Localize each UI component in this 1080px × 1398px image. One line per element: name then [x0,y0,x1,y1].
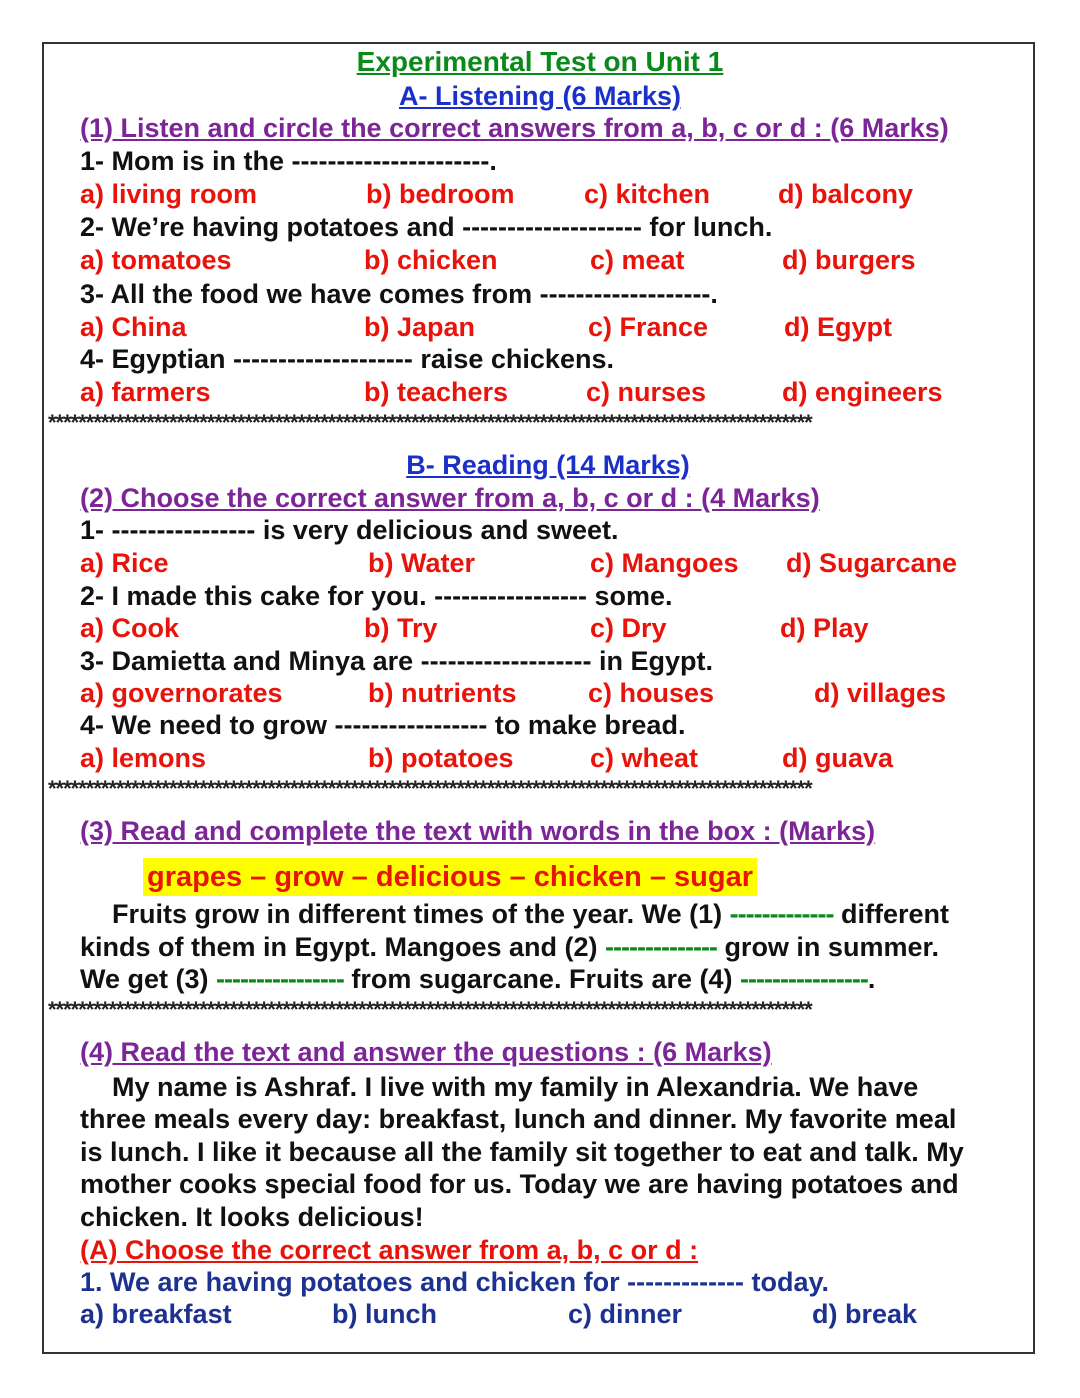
reading-q4-option-c[interactable]: c) wheat [590,743,699,773]
passage-line: chicken. It looks delicious! [80,1202,424,1232]
reading-q1-option-d[interactable]: d) Sugarcane [786,548,958,578]
passage-q1-option-c[interactable]: c) dinner [568,1299,683,1329]
listening-q4-option-c[interactable]: c) nurses [586,377,707,407]
passage-line: three meals every day: breakfast, lunch and dinner. My favorite meal [80,1104,957,1134]
blank-3[interactable]: ---------------- [216,964,344,994]
reading-q1-option-a[interactable]: a) Rice [80,548,169,578]
listening-q2-option-b[interactable]: b) chicken [364,245,498,275]
listening-q2-option-a[interactable]: a) tomatoes [80,245,232,275]
passage-line: is lunch. I like it because all the family sit together to eat and talk. My [80,1137,964,1167]
listening-q1: 1- Mom is in the ----------------------. [80,146,497,176]
listening-q4-option-b[interactable]: b) teachers [364,377,509,407]
listening-heading: A- Listening (6 Marks) [398,81,682,111]
reading-q2-option-a[interactable]: a) Cook [80,613,180,643]
reading-q1: 1- ---------------- is very delicious and sweet. [80,515,619,545]
blank-4[interactable]: ---------------- [740,964,868,994]
reading-heading: B- Reading (14 Marks) [406,450,690,480]
reading-q3-option-d[interactable]: d) villages [814,678,947,708]
passage-q1-option-d[interactable]: d) break [812,1299,918,1329]
listening-q1-option-a[interactable]: a) living room [80,179,258,209]
reading-q2-option-c[interactable]: c) Dry [590,613,667,643]
listening-q2-option-c[interactable]: c) meat [590,245,685,275]
listening-q3-option-b[interactable]: b) Japan [364,312,476,342]
listening-q4: 4- Egyptian -------------------- raise chickens. [80,344,614,374]
reading-q1-option-b[interactable]: b) Water [368,548,475,578]
complete-text: from sugarcane. Fruits are (4) [343,964,740,994]
reading-q1-option-c[interactable]: c) Mangoes [590,548,739,578]
reading-q2-option-d[interactable]: d) Play [780,613,869,643]
reading-q3-option-c[interactable]: c) houses [588,678,715,708]
reading-instruction: (2) Choose the correct answer from a, b, c or d : (4 Marks) [80,483,820,513]
reading-q2: 2- I made this cake for you. ----------------- some. [80,581,673,611]
listening-q3: 3- All the food we have comes from -------------------. [80,279,718,309]
reading-q4: 4- We need to grow ----------------- to make bread. [80,710,686,740]
complete-text: different [833,899,950,929]
listening-q1-option-d[interactable]: d) balcony [778,179,914,209]
reading-q4-option-a[interactable]: a) lemons [80,743,207,773]
complete-line-3 [80,963,875,995]
listening-q3-option-c[interactable]: c) France [588,312,709,342]
passage-line: mother cooks special food for us. Today we are having potatoes and [80,1169,959,1199]
complete-text: grow in summer. [716,932,939,962]
complete-text: . [867,964,876,994]
listening-q2: 2- We’re having potatoes and -------------------- for lunch. [80,212,773,242]
reading-q4-option-d[interactable]: d) guava [782,743,894,773]
passage-instruction: (4) Read the text and answer the questions : (6 Marks) [80,1037,772,1067]
blank-1[interactable]: ------------- [729,899,834,929]
separator: ***************************************************************************************************** [48,412,812,434]
reading-q3: 3- Damietta and Minya are ------------------- in Egypt. [80,646,713,676]
blank-2[interactable]: -------------- [605,932,717,962]
listening-q3-option-a[interactable]: a) China [80,312,187,342]
separator: ***************************************************************************************************** [48,999,812,1021]
separator: ***************************************************************************************************** [48,778,812,800]
complete-text: We get (3) [80,964,217,994]
listening-q1-option-c[interactable]: c) kitchen [584,179,711,209]
listening-q2-option-d[interactable]: d) burgers [782,245,916,275]
page-title: Experimental Test on Unit 1 [356,46,724,77]
complete-instruction: (3) Read and complete the text with words in the box : (Marks) [80,816,876,846]
passage-sub-instruction: (A) Choose the correct answer from a, b, c or d : [80,1235,699,1265]
complete-text: kinds of them in Egypt. Mangoes and (2) [80,932,606,962]
passage-q1-option-a[interactable]: a) breakfast [80,1299,232,1329]
complete-line-2 [80,931,939,963]
passage-line: My name is Ashraf. I live with my family in Alexandria. We have [112,1072,919,1102]
passage-q1: 1. We are having potatoes and chicken for ------------- today. [80,1267,830,1297]
reading-q3-option-a[interactable]: a) governorates [80,678,283,708]
complete-line-1 [112,898,949,930]
listening-q1-option-b[interactable]: b) bedroom [366,179,515,209]
listening-q4-option-a[interactable]: a) farmers [80,377,211,407]
complete-text: Fruits grow in different times of the year. We (1) [112,899,730,929]
word-box: grapes – grow – delicious – chicken – sugar [143,858,757,896]
listening-q3-option-d[interactable]: d) Egypt [784,312,892,342]
listening-instruction: (1) Listen and circle the correct answers from a, b, c or d : (6 Marks) [80,113,949,143]
reading-q4-option-b[interactable]: b) potatoes [368,743,514,773]
reading-q3-option-b[interactable]: b) nutrients [368,678,517,708]
listening-q4-option-d[interactable]: d) engineers [782,377,943,407]
reading-q2-option-b[interactable]: b) Try [364,613,438,643]
passage-q1-option-b[interactable]: b) lunch [332,1299,437,1329]
